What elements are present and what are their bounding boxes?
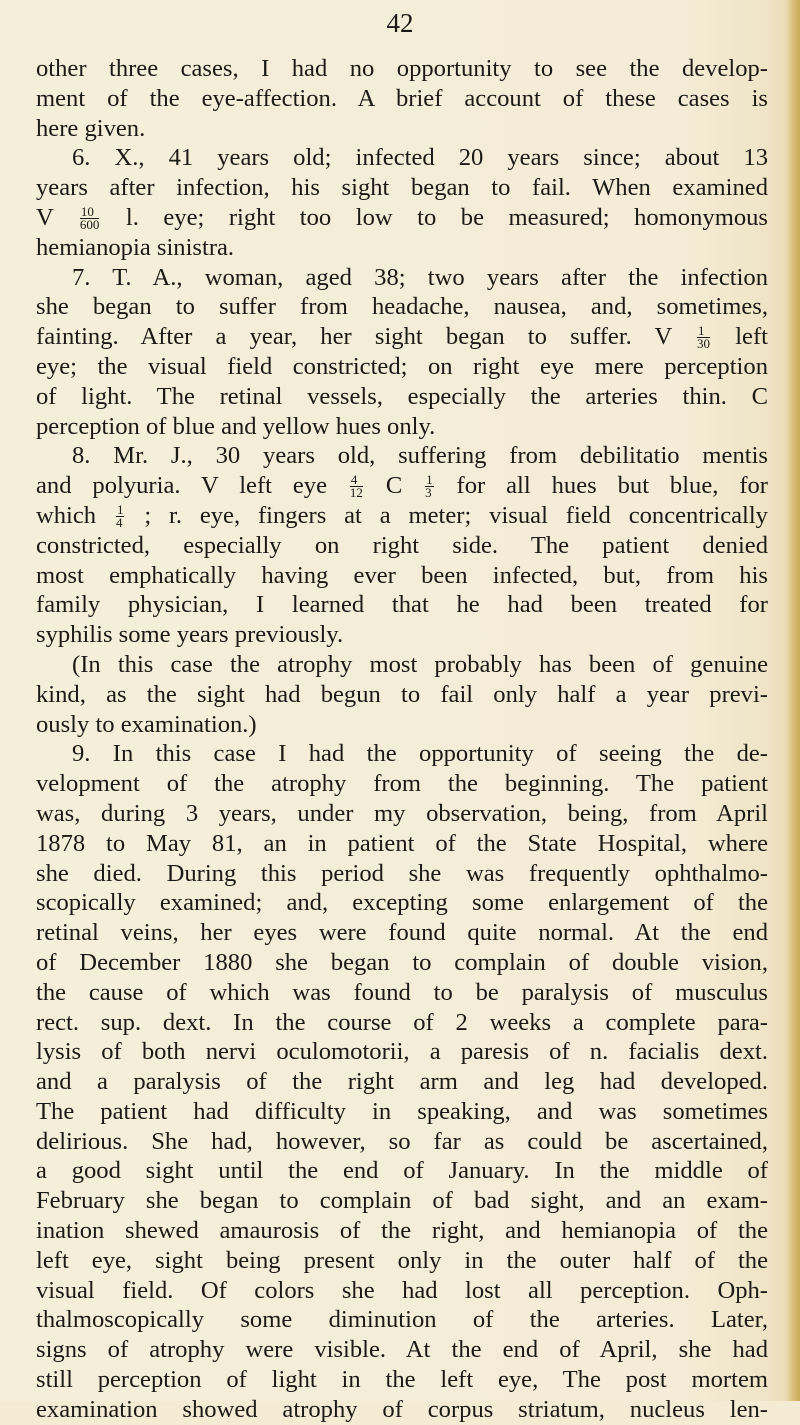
text-line: [36, 1097, 768, 1127]
fraction-numerator: 1: [697, 325, 710, 338]
fraction-numerator: 4: [350, 474, 363, 487]
line-text: ; r. eye, fingers at a meter; visual field concentrically: [126, 501, 768, 529]
text-line: [36, 561, 768, 591]
text-line: [36, 1335, 768, 1365]
line-text: February she began to complain of bad sight, and an exam-: [36, 1187, 768, 1215]
line-text: The patient had difficulty in speaking, and was sometimes: [36, 1097, 768, 1125]
text-line: [36, 888, 768, 918]
text-line: [36, 382, 768, 412]
text-line: [36, 1008, 768, 1038]
line-text: years after infection, his sight began to fail. When examined: [36, 174, 768, 202]
line-text: syphilis some years previously.: [36, 621, 344, 649]
text-line: [36, 322, 768, 352]
text-line: [36, 1127, 768, 1157]
line-text: rect. sup. dext. In the course of 2 weeks a complete para-: [36, 1008, 768, 1036]
fraction-denominator: 12: [349, 485, 363, 501]
fraction-denominator: 30: [697, 336, 711, 352]
text-line: [36, 412, 768, 442]
line-text: she began to suffer from headache, nausea, and, sometimes,: [36, 293, 768, 321]
text-line: [36, 650, 768, 680]
fraction-denominator: 3: [425, 485, 432, 501]
text-line: [36, 54, 768, 84]
page-number: 42: [386, 8, 414, 38]
text-line: [36, 84, 768, 114]
text-line: [36, 114, 768, 144]
line-text: scopically examined; and, excepting some enlargement of the: [36, 889, 768, 917]
text-line: [36, 680, 768, 710]
text-line: [36, 1276, 768, 1306]
text-line: [36, 441, 768, 471]
line-text: fainting. After a year, her sight began to suffer. V: [36, 323, 696, 351]
fraction-numerator: 1: [426, 472, 433, 488]
text-line: [36, 233, 768, 263]
line-text: the cause of which was found to be paralysis of musculus: [36, 978, 768, 1006]
visual-acuity-fraction: [350, 474, 363, 499]
visual-acuity-fraction: [79, 203, 100, 232]
line-text: delirious. She had, however, so far as could be ascertained,: [36, 1127, 768, 1155]
fraction-numerator: 1: [116, 501, 124, 517]
line-text: retinal veins, her eyes were found quite normal. At the end: [36, 919, 768, 947]
text-line: [36, 143, 768, 173]
line-text: 8. Mr. J., 30 years old, suffering from debilitatio mentis: [72, 442, 768, 470]
line-text: of light. The retinal vessels, especially the arteries thin. C: [36, 382, 768, 410]
text-line: [36, 501, 768, 531]
body-text: [36, 54, 768, 1425]
line-text: perception of blue and yellow hues only.: [36, 412, 436, 440]
visual-acuity-fraction: [697, 325, 710, 350]
text-line: [36, 739, 768, 769]
line-text: visual field. Of colors she had lost all perception. Oph-: [36, 1276, 768, 1304]
line-text: lysis of both nervi oculomotorii, a paresis of n. facialis dext.: [36, 1038, 768, 1066]
line-text: 9. In this case I had the opportunity of seeing the de-: [72, 740, 768, 768]
fraction-numerator: 10: [80, 206, 100, 219]
line-text: most emphatically having ever been infected, but, from his: [36, 561, 768, 589]
text-line: [36, 710, 768, 740]
text-line: [36, 978, 768, 1008]
text-line: [36, 173, 768, 203]
text-line: [36, 590, 768, 620]
text-line: [36, 352, 768, 382]
text-line: [36, 1186, 768, 1216]
fraction-denominator: 600: [79, 216, 100, 232]
line-text: and polyuria. V left eye: [36, 472, 348, 500]
line-text: (In this case the atrophy most probably has been of genuine: [72, 650, 768, 678]
line-text: here given.: [36, 114, 146, 142]
line-text: for all hues but blue, for: [435, 472, 769, 500]
text-line: [36, 1395, 768, 1425]
line-text: which: [36, 501, 114, 529]
line-text: constricted, especially on right side. The patient denied: [36, 531, 768, 559]
text-line: [36, 263, 768, 293]
text-line: [36, 829, 768, 859]
text-line: [36, 620, 768, 650]
line-text: velopment of the atrophy from the beginning. The patient: [36, 770, 768, 798]
text-line: [36, 948, 768, 978]
text-line: [36, 1246, 768, 1276]
text-line: [36, 918, 768, 948]
line-text: 1878 to May 81, an in patient of the State Hospital, where: [36, 829, 768, 857]
line-text: family physician, I learned that he had been treated for: [36, 591, 768, 619]
text-line: [36, 769, 768, 799]
text-line: [36, 471, 768, 501]
line-text: still perception of light in the left eye, The post mortem: [36, 1366, 768, 1394]
text-line: [36, 799, 768, 829]
line-text: and a paralysis of the right arm and leg had developed.: [36, 1068, 768, 1096]
color-perception-fraction: [425, 474, 434, 499]
line-text: ination shewed amaurosis of the right, and hemianopia of the: [36, 1217, 768, 1245]
text-line: [36, 1156, 768, 1186]
line-text: signs of atrophy were visible. At the end of April, she had: [36, 1336, 768, 1364]
text-line: [36, 531, 768, 561]
line-text: V: [36, 203, 78, 231]
line-text: a good sight until the end of January. In the middle of: [36, 1157, 768, 1185]
text-line: [36, 859, 768, 889]
line-text: eye; the visual field constricted; on right eye mere perception: [36, 352, 768, 380]
fraction-denominator: 4: [115, 514, 123, 530]
page-edge: [786, 0, 800, 1401]
line-text: other three cases, I had no opportunity to see the develop-: [36, 55, 768, 82]
text-line: [36, 1365, 768, 1395]
line-text: left eye, sight being present only in the outer half of the: [36, 1246, 768, 1274]
line-text: 6. X., 41 years old; infected 20 years since; about 13: [72, 144, 768, 172]
text-line: [36, 1216, 768, 1246]
line-text: l. eye; right too low to be measured; homonymous: [101, 203, 768, 231]
line-text: ment of the eye-affection. A brief account of these cases is: [36, 84, 768, 112]
line-text: kind, as the sight had begun to fail only half a year previ-: [36, 680, 768, 708]
line-text: hemianopia sinistra.: [36, 233, 235, 261]
line-text: left: [712, 323, 768, 351]
text-line: [36, 203, 768, 233]
line-text: she died. During this period she was frequently ophthalmo-: [36, 859, 768, 887]
text-line: [36, 1067, 768, 1097]
line-text: ously to examination.): [36, 710, 257, 738]
line-text: was, during 3 years, under my observation, being, from April: [36, 799, 768, 827]
text-line: [36, 1037, 768, 1067]
visual-acuity-fraction: [115, 501, 125, 530]
line-text: examination showed atrophy of corpus striatum, nucleus len-: [36, 1395, 768, 1423]
text-line: [36, 1305, 768, 1335]
text-line: [36, 292, 768, 322]
line-text: 7. T. A., woman, aged 38; two years after the infection: [72, 263, 768, 291]
line-text: thalmoscopically some diminution of the arteries. Later,: [36, 1306, 768, 1334]
line-text: C: [364, 472, 424, 500]
line-text: of December 1880 she began to complain of double vision,: [36, 948, 768, 976]
